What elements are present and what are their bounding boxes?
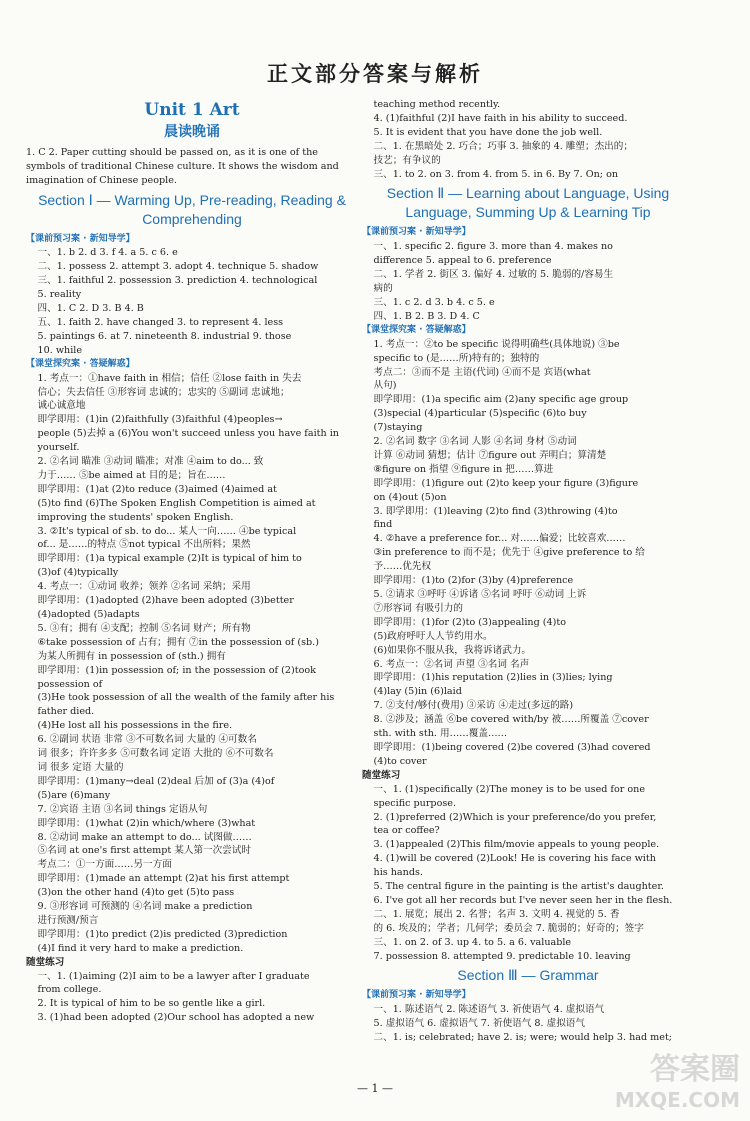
- answer-line: ③in preference to 而不是；优先于 ④give preference to 给: [373, 547, 645, 559]
- answer-line: 即学即用：(1)many→deal (2)deal 后加 of (3)a (4)of: [37, 775, 275, 787]
- watermark-line2: MXQE.COM: [614, 1088, 740, 1112]
- answer-line: his hands.: [373, 867, 423, 879]
- answer-line: ⑧figure on 指望 ⑨figure in 把……算进: [373, 463, 554, 475]
- answer-line: 即学即用：(1)made an attempt (2)at his first attempt: [37, 873, 290, 885]
- answer-line: (3)special (4)particular (5)specific (6)to buy: [373, 408, 587, 420]
- answer-line: sth. with sth. 用……覆盖……: [373, 728, 508, 740]
- answer-line: 即学即用：(1)to predict (2)is predicted (3)prediction: [37, 928, 288, 940]
- answer-line: 词 很多 定语 大量的: [37, 761, 124, 773]
- answer-line: 病的: [373, 283, 393, 295]
- answer-line: 5. ②请求 ③呼吁 ④诉诸 ⑤名词 呼吁 ⑥动词 上诉: [373, 589, 587, 600]
- answer-line: 即学即用：(1)a typical example (2)It is typical of him to: [37, 553, 302, 565]
- answer-line: 3. (1)appealed (2)This film/movie appeals to young people.: [373, 839, 660, 851]
- answer-line: 2. (1)preferred (2)Which is your preference/do you prefer,: [373, 811, 657, 823]
- answer-line: 7. ②支付/够付(费用) ③采访 ④走过(多远的路): [373, 700, 574, 712]
- answer-line: 进行预测/预言: [37, 914, 99, 926]
- answer-line: 1. 考点一：②to be specific 说得明确些(具体地说) ③be: [373, 338, 620, 350]
- answer-line: (5)to find (6)The Spoken English Competition is aimed at: [37, 497, 316, 509]
- answer-line: from college.: [37, 984, 102, 996]
- right-lines-0: [362, 98, 694, 181]
- practice-label-2: 随堂练习: [362, 769, 401, 781]
- answer-line: 诚心诚意地: [37, 400, 86, 412]
- answer-line: 即学即用：(1)figure out (2)to keep your figure (3)figure: [373, 477, 639, 489]
- answer-line: difference 5. appeal to 6. preference: [373, 255, 552, 267]
- answer-line: 3. ②It's typical of sb. to do... 某人一向…… ④be typical: [37, 525, 297, 537]
- answer-line: (4)to cover: [373, 755, 427, 767]
- answer-line: 5. ③有；拥有 ④支配；控制 ⑤名词 财产；所有物: [37, 622, 251, 634]
- answer-line: 四、1. B 2. B 3. D 4. C: [373, 310, 480, 322]
- answer-line: specific to (是……所)特有的；独特的: [373, 352, 540, 364]
- answer-line: 一、1. 陈述语气 2. 陈述语气 3. 祈使语气 4. 虚拟语气: [373, 1004, 605, 1016]
- answer-line: 5. paintings 6. at 7. nineteenth 8. industrial 9. those: [37, 330, 292, 342]
- section-3-heading: Section Ⅲ — Grammar: [457, 967, 599, 984]
- answer-line: 7. ②宾语 主语 ③名词 things 定语从句: [37, 803, 208, 815]
- answer-line: 即学即用：(1)for (2)to (3)appealing (4)to: [373, 616, 567, 628]
- answer-line: 即学即用：(1)at (2)to reduce (3)aimed (4)aimed at: [37, 483, 277, 495]
- answer-line: improving the students' spoken English.: [37, 511, 234, 523]
- answer-line: 予……优先权: [373, 561, 432, 573]
- answer-line: 5. reality: [37, 289, 82, 301]
- preview-label-2: 【课前预习案 · 新知导学】: [362, 227, 471, 238]
- answer-line: 词 很多；许许多多 ⑤可数名词 定语 大批的 ⑥不可数名: [37, 748, 274, 760]
- answer-line: 3. (1)had been adopted (2)Our school has adopted a new: [37, 1012, 315, 1024]
- answer-line: ⑤名词 at one's first attempt 某人第一次尝试时: [37, 845, 252, 857]
- watermark: [614, 1052, 740, 1115]
- answer-line: yourself.: [37, 442, 80, 454]
- answer-line: on (4)out (5)on: [373, 491, 447, 503]
- answer-line: ⑦形容词 有吸引力的: [373, 602, 463, 614]
- answer-line: 8. ②动词 make an attempt to do... 试图做……: [37, 831, 252, 843]
- answer-line: 4. ②have a preference for... 对……偏爱；比较喜欢……: [373, 533, 626, 545]
- answer-line: 2. ②名词 数字 ③名词 人影 ④名词 身材 ⑤动词: [373, 436, 577, 448]
- answer-line: 5. 虚拟语气 6. 虚拟语气 7. 祈使语气 8. 虚拟语气: [373, 1018, 585, 1030]
- answer-line: father died.: [37, 706, 95, 718]
- answer-line: 二、1. 在黑暗处 2. 巧合；巧事 3. 抽象的 4. 雕塑；杰出的；: [373, 140, 633, 152]
- answer-line: 即学即用：(1)his reputation (2)lies in (3)lies; lying: [373, 672, 613, 684]
- left-lines-3: [26, 970, 358, 1026]
- answer-line: 6. ②副词 状语 非常 ③不可数名词 大量的 ④可数名: [37, 734, 257, 746]
- answer-line: ⑥take possession of 占有；拥有 ⑦in the possession of (sb.): [37, 636, 319, 648]
- answer-line: (5)政府呼吁人人节约用水。: [373, 630, 493, 642]
- explore-label-2: 【课堂探究案 · 答疑解惑】: [362, 324, 471, 335]
- answer-line: 技艺；有争议的: [373, 154, 441, 166]
- answer-line: people (5)去掉 a (6)You won't succeed unless you have faith in: [37, 428, 339, 440]
- answer-line: 3. 即学即用：(1)leaving (2)to find (3)throwing (4)to: [373, 505, 618, 517]
- answer-line: 从句): [373, 380, 397, 392]
- answer-line: 二、1. possess 2. attempt 3. adopt 4. technique 5. shadow: [37, 261, 319, 273]
- answer-line: (4)adopted (5)adapts: [37, 609, 140, 620]
- answer-line: (4)I find it very hard to make a prediction.: [37, 942, 244, 954]
- answer-line: 5. It is evident that you have done the job well.: [373, 126, 603, 138]
- right-lines-2: [362, 338, 694, 769]
- morning-reading-heading: 晨读晚诵: [164, 123, 220, 140]
- answer-line: 力于…… ⑤be aimed at 目的是；旨在……: [37, 469, 226, 481]
- answer-line: 一、1. (1)aiming (2)I aim to be a lawyer after I graduate: [37, 970, 310, 982]
- answer-line: (6)如果你不服从我，我将诉诸武力。: [373, 644, 532, 656]
- answer-line: 4. (1)faithful (2)I have faith in his ability to succeed.: [373, 112, 628, 124]
- answer-line: 即学即用：(1)in (2)faithfully (3)faithful (4)peoples→: [37, 414, 283, 426]
- answer-line: 考点二：③而不是 主语(代词) ④而不是 宾语(what: [373, 366, 591, 378]
- answer-line: 一、1. (1)specifically (2)The money is to be used for one: [373, 783, 646, 795]
- right-lines-1: [362, 240, 694, 323]
- answer-line: 4. 考点一：①动词 收养；领养 ②名词 采纳；采用: [37, 581, 251, 593]
- answer-line: 1. 考点一：①have faith in 相信；信任 ②lose faith in 失去: [37, 372, 302, 384]
- answer-line: (3)of (4)typically: [37, 567, 119, 579]
- left-lines-2: [26, 372, 358, 956]
- answer-line: (4)He lost all his possessions in the fire.: [37, 720, 233, 732]
- answer-line: 四、1. C 2. D 3. B 4. B: [37, 303, 144, 315]
- answer-line: 三、1. to 2. on 3. from 4. from 5. in 6. By 7. On; on: [373, 168, 619, 180]
- answer-line: tea or coffee?: [373, 825, 440, 837]
- preview-label-3: 【课前预习案 · 新知导学】: [362, 990, 471, 1001]
- answer-line: (4)lay (5)in (6)laid: [373, 686, 462, 698]
- answer-line: 一、1. specific 2. figure 3. more than 4. makes no: [373, 241, 613, 253]
- answer-line: 9. ③形容词 可预测的 ④名词 make a prediction: [37, 901, 253, 913]
- answer-line: 即学即用：(1)what (2)in which/where (3)what: [37, 817, 256, 829]
- preview-label: 【课前预习案 · 新知导学】: [26, 233, 135, 244]
- right-lines-4: [362, 1003, 694, 1045]
- answer-line: 三、1. on 2. of 3. up 4. to 5. a 6. valuable: [373, 936, 572, 948]
- answer-line: 2. It is typical of him to be so gentle like a girl.: [37, 998, 266, 1010]
- answer-line: 二、1. is; celebrated; have 2. is; were; would help 3. had met;: [373, 1032, 673, 1044]
- answer-line: 即学即用：(1)adopted (2)have been adopted (3)better: [37, 595, 294, 607]
- answer-line: of... 是……的特点 ⑤not typical 不出所料；果然: [37, 539, 251, 551]
- explore-label: 【课堂探究案 · 答疑解惑】: [26, 358, 135, 369]
- answer-line: 二、1. 学者 2. 街区 3. 偏好 4. 过敏的 5. 脆弱的/容易生: [373, 269, 614, 281]
- answer-line: (7)staying: [373, 422, 423, 434]
- practice-label: 随堂练习: [26, 956, 65, 968]
- answer-line: teaching method recently.: [373, 99, 501, 110]
- answer-line: 二、1. 展览；展出 2. 名誉；名声 3. 文明 4. 视觉的 5. 香: [373, 908, 620, 920]
- right-lines-3: [362, 783, 694, 964]
- answer-line: (5)are (6)many: [37, 789, 111, 801]
- section-2-heading: Section Ⅱ — Learning about Language, Using Language, Summing Up & Learning Tip: [386, 185, 670, 221]
- answer-line: 6. I've got all her records but I've never seen her in the flesh.: [373, 894, 673, 906]
- answer-line: 为某人所拥有 in possession of (sth.) 拥有: [37, 650, 226, 662]
- answer-line: specific purpose.: [373, 797, 456, 809]
- intro-answer: 1. C 2. Paper cutting should be passed on, as it is one of the symbols of traditional Chinese culture. It shows the wisdom and imagination of Chinese people.: [26, 146, 339, 186]
- answer-line: possession of: [37, 678, 103, 690]
- answer-line: 即学即用：(1)to (2)for (3)by (4)preference: [373, 575, 574, 587]
- answer-line: 2. ②名词 瞄准 ③动词 瞄准；对准 ④aim to do... 致: [37, 456, 264, 468]
- answer-line: 即学即用：(1)in possession of; in the possession of (2)took: [37, 664, 316, 676]
- answer-line: 计算 ⑥动词 猜想；估计 ⑦figure out 弄明白；算清楚: [373, 449, 607, 461]
- answer-line: 即学即用：(1)being covered (2)be covered (3)had covered: [373, 741, 651, 753]
- answer-line: find: [373, 519, 393, 531]
- answer-line: 考点二：①一方面……另一方面: [37, 859, 172, 871]
- answer-line: 6. 考点一：②名词 声望 ③名词 名声: [373, 658, 530, 670]
- answer-line: 三、1. faithful 2. possession 3. prediction 4. technological: [37, 275, 318, 287]
- left-lines-1: [26, 246, 358, 357]
- page-number: — 1 —: [357, 1082, 393, 1095]
- watermark-line1: 答案圈: [650, 1052, 740, 1087]
- answer-line: (3)on the other hand (4)to get (5)to pass: [37, 887, 235, 899]
- answer-line: 五、1. faith 2. have changed 3. to represent 4. less: [37, 316, 284, 328]
- left-column: [26, 98, 358, 1025]
- answer-line: 三、1. c 2. d 3. b 4. c 5. e: [373, 296, 495, 308]
- answer-line: 8. ②涉及；涵盖 ⑥be covered with/by 被……所覆盖 ⑦cover: [373, 714, 649, 726]
- page-title: 正文部分答案与解析: [267, 62, 483, 86]
- right-column: [362, 98, 694, 1045]
- answer-line: (3)He took possession of all the wealth of the family after his: [37, 692, 335, 704]
- answer-line: 即学即用：(1)a specific aim (2)any specific age group: [373, 394, 629, 406]
- answer-line: 一、1. b 2. d 3. f 4. a 5. c 6. e: [37, 247, 178, 259]
- answer-line: 10. while: [37, 344, 83, 356]
- unit-heading: Unit 1 Art: [144, 100, 240, 120]
- answer-line: 4. (1)will be covered (2)Look! He is covering his face with: [373, 853, 656, 865]
- answer-line: 7. possession 8. attempted 9. predictable 10. leaving: [373, 950, 631, 962]
- answer-line: 5. The central figure in the painting is the artist's daughter.: [373, 881, 664, 893]
- answer-line: 信心；失去信任 ③形容词 忠诚的；忠实的 ⑤副词 忠诚地；: [37, 386, 290, 398]
- answer-line: 的 6. 埃及的；学者；几何学；委员会 7. 脆弱的；好奇的；签字: [373, 922, 644, 934]
- section-1-heading: Section Ⅰ — Warming Up, Pre-reading, Reading & Comprehending: [38, 191, 346, 227]
